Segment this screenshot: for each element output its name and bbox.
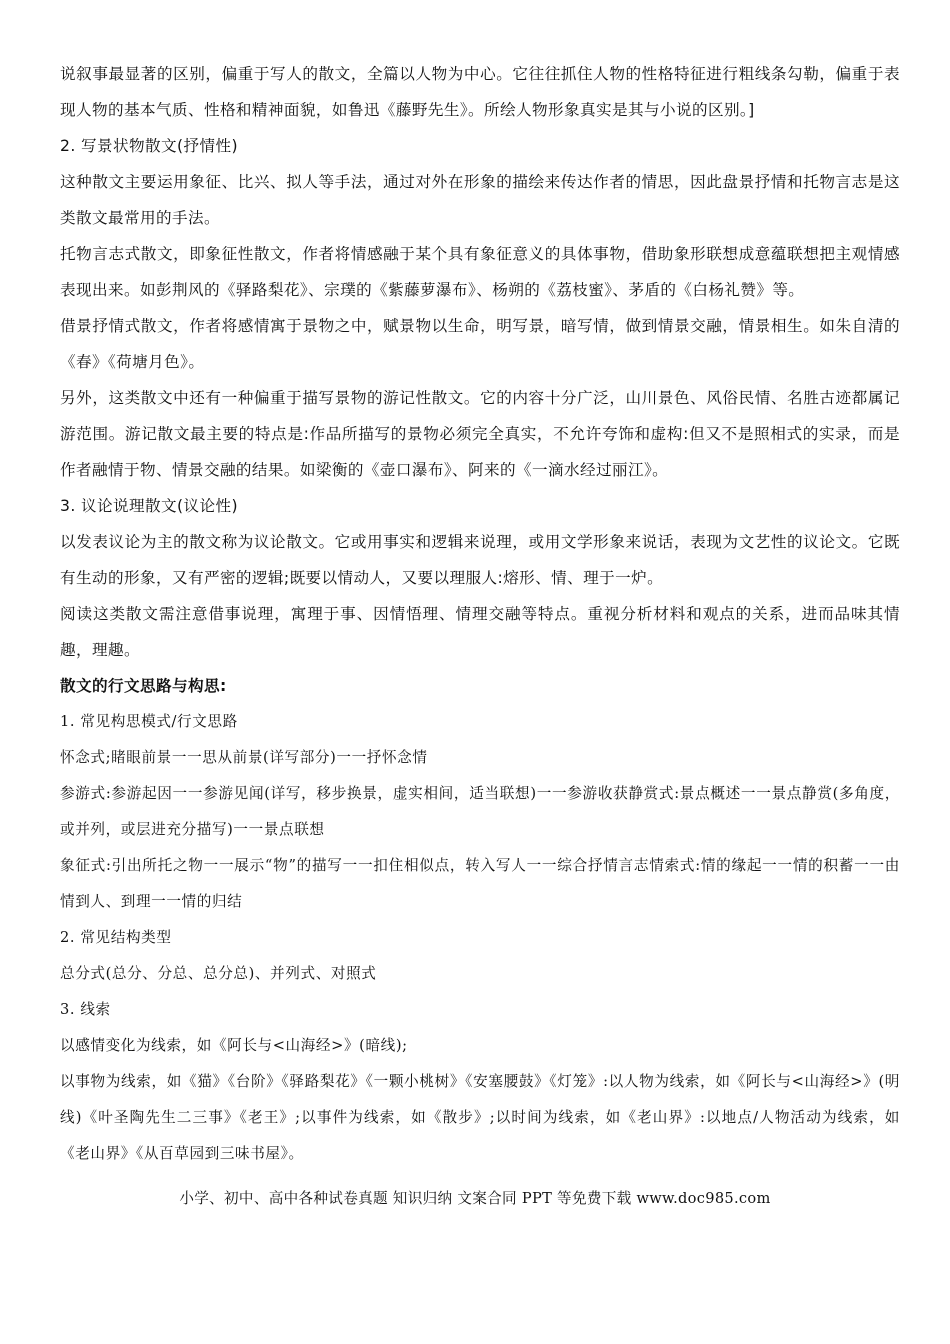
document-body <box>60 56 900 1172</box>
paragraph-travel-pattern: 参游式:参游起因一一参游见闻(详写，移步换景，虚实相间，适当联想)一一参游收获静赏式:景点概述一一景点静赏(多角度，或并列，或层进充分描写)一一景点联想 <box>60 785 900 838</box>
paragraph-argumentative-reading: 阅读这类散文需注意借事说理，寓理于事、因情悟理、情理交融等特点。重视分析材料和观点的关系，进而品味其情趣，理趣。 <box>60 605 900 659</box>
paragraph-structure-types: 总分式(总分、分总、总分总)、并列式、对照式 <box>60 965 377 982</box>
paragraph-lyrical-scenery: 借景抒情式散文，作者将感情寓于景物之中，赋景物以生命，明写景，暗写情，做到情景交融，情景相生。如朱自清的《春》《荷塘月色》。 <box>60 317 900 371</box>
paragraph-travel-essay: 另外，这类散文中还有一种偏重于描写景物的游记性散文。它的内容十分广泛，山川景色、风俗民情、名胜古迹都属记游范围。游记散文最主要的特点是:作品所描写的景物必须完全真实，不允许夸饰和虚构:但又不是照相式的实录，而是作者融情于物、情景交融的结果。如梁衡的《壶口瀑布》、阿来的《一滴水经过丽江》。 <box>60 389 900 479</box>
paragraph-portrait-essay: 说叙事最显著的区别，偏重于写人的散文，全篇以人物为中心。它往往抓住人物的性格特征进行粗线条勾勒，偏重于表现人物的基本气质、性格和精神面貌，如鲁迅《藤野先生》。所绘人物形象真实是其与小说的区别。] <box>60 65 900 119</box>
subheading-clues: 3. 线索 <box>60 1001 111 1018</box>
subheading-common-patterns: 1. 常见构思模式/行文思路 <box>60 713 238 730</box>
paragraph-symbolic-essay: 托物言志式散文，即象征性散文，作者将情感融于某个具有象征意义的具体事物，借助象形联想成意蕴联想把主观情感表现出来。如彭荆风的《驿路梨花》、宗璞的《紫藤萝瀑布》、杨朔的《荔枝蜜》、茅盾的《白杨礼赞》等。 <box>60 245 900 299</box>
paragraph-emotion-clue: 以感情变化为线索，如《阿长与<山海经>》(暗线); <box>60 1037 408 1054</box>
heading-argumentative-essay: 3. 议论说理散文(议论性) <box>60 497 238 515</box>
paragraph-other-clues: 以事物为线索，如《猫》《台阶》《驿路梨花》《一颗小桃树》《安塞腰鼓》《灯笼》:以人物为线索，如《阿长与<山海经>》(明线)《叶圣陶先生二三事》《老王》;以事件为线索，如《散步》;以时间为线索，如《老山界》:以地点/人物活动为线索，如《老山界》《从百草园到三味书屋》。 <box>60 1073 900 1162</box>
subheading-structure-types: 2. 常见结构类型 <box>60 929 172 946</box>
heading-structure-ideas: 散文的行文思路与构思: <box>60 677 227 695</box>
page-footer: 小学、初中、高中各种试卷真题 知识归纳 文案合同 PPT 等免费下载 www.doc985.com <box>179 1190 771 1207</box>
paragraph-symbol-pattern: 象征式:引出所托之物一一展示“物”的描写一一扣住相似点，转入写人一一综合抒情言志情索式:情的缘起一一情的积蓄一一由情到人、到理一一情的归结 <box>60 857 900 910</box>
paragraph-argumentative-intro: 以发表议论为主的散文称为议论散文。它或用事实和逻辑来说理，或用文学形象来说话，表现为文艺性的议论文。它既有生动的形象，又有严密的逻辑;既要以情动人，又要以理服人:熔形、情、理于一炉。 <box>60 533 900 587</box>
heading-scenery-essay: 2. 写景状物散文(抒情性) <box>60 137 238 155</box>
paragraph-scenery-intro: 这种散文主要运用象征、比兴、拟人等手法，通过对外在形象的描绘来传达作者的情思，因此盘景抒情和托物言志是这类散文最常用的手法。 <box>60 173 900 227</box>
paragraph-nostalgia-pattern: 怀念式;睹眼前景一一思从前景(详写部分)一一抒怀念情 <box>60 749 428 766</box>
